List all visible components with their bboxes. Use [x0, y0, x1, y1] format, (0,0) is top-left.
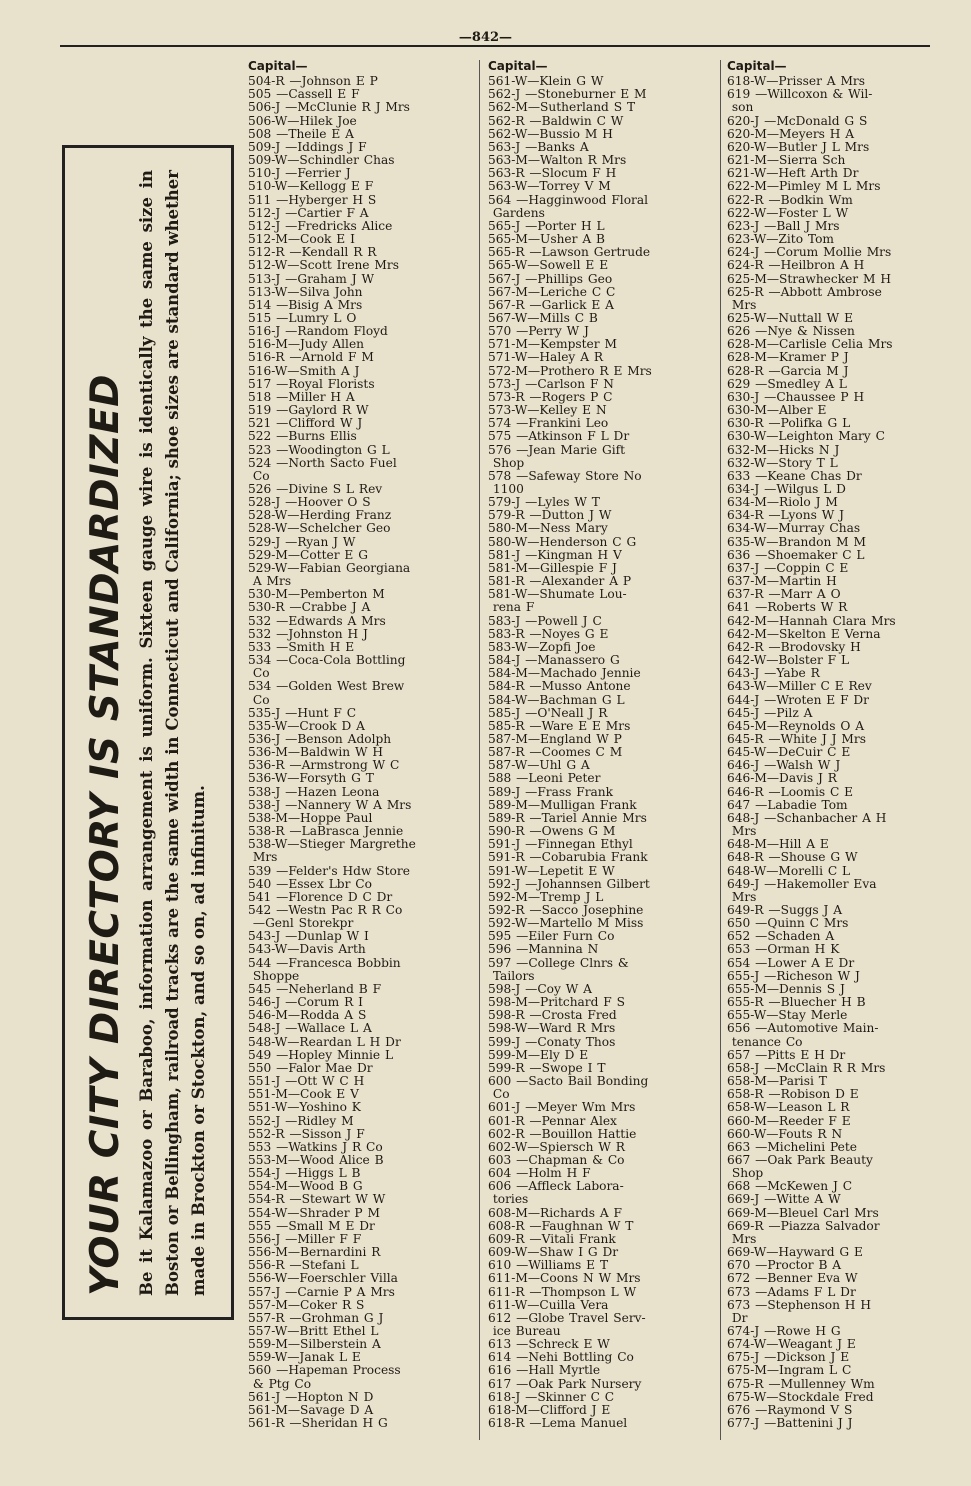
directory-entry: 608-R —Faughnan W T [488, 1218, 634, 1233]
directory-entry: 611-R —Thompson L W [488, 1284, 637, 1299]
directory-entry: 561-J —Hopton N D [248, 1389, 374, 1404]
directory-entry: 675-J —Dickson J E [727, 1350, 850, 1365]
directory-entry: 579-R —Dutton J W [488, 508, 612, 523]
directory-entry: 658-W—Leason L R [727, 1100, 850, 1115]
directory-entry: 611-W—Cuilla Vera [488, 1297, 609, 1312]
directory-entry: 584-R —Musso Antone [488, 679, 631, 694]
directory-column-2 [488, 60, 713, 1460]
directory-entry: 578 —Safeway Store No 1100 [488, 468, 642, 496]
directory-entry: 658-R —Robison D E [727, 1087, 859, 1102]
directory-entry: 632-W—Story T L [727, 455, 838, 470]
directory-entry: 599-M—Ely D E [488, 1047, 589, 1062]
directory-entry: 660-W—Fouts R N [727, 1126, 843, 1141]
directory-entry: 592-R —Sacco Josephine [488, 903, 644, 917]
directory-entry: 599-J —Conaty Thos [488, 1034, 616, 1049]
directory-entry: 585-J —O'Neall J R [488, 705, 608, 720]
directory-entry: 561-R —Sheridan H G [248, 1416, 388, 1431]
directory-entry: 552-J —Ridley M [248, 1113, 354, 1128]
column-header: Capital— [248, 59, 308, 73]
directory-entry: 538-J —Nannery W A Mrs [248, 797, 412, 812]
directory-entry: 596 —Mannina N [488, 942, 599, 957]
column-divider [720, 60, 721, 1440]
directory-entry: 573-J —Carlson F N [488, 376, 614, 391]
directory-entry: 565-R —Lawson Gertrude [488, 245, 651, 260]
directory-entry: 536-R —Armstrong W C [248, 758, 400, 773]
directory-entry: 532 —Johnston H J [248, 626, 368, 641]
directory-column-3 [727, 60, 932, 1460]
directory-entry: 600 —Sacto Bail Bonding Co [488, 1074, 649, 1102]
directory-entry: 554-W—Shrader P M [248, 1205, 380, 1220]
directory-entry: 625-R —Abbott Ambrose Mrs [727, 284, 882, 312]
directory-entry: 513-J —Graham J W [248, 271, 374, 286]
directory-entry: 635-W—Brandon M M [727, 534, 867, 549]
directory-entry: 645-W—DeCuir C E [727, 745, 851, 760]
directory-entry: 673 —Adams F L Dr [727, 1284, 856, 1299]
directory-entry: 648-J —Schanbacher A H Mrs [727, 810, 887, 839]
directory-entry: 649-J —Hakemoller Eva Mrs [727, 876, 877, 904]
directory-entry: 540 —Essex Lbr Co [248, 876, 372, 891]
directory-entry: 556-R —Stefani L [248, 1258, 359, 1273]
directory-entry: 534 —Golden West Brew Co [248, 679, 405, 707]
directory-entry: 536-W—Forsyth G T [248, 771, 374, 786]
directory-entry: 589-J —Frass Frank [488, 784, 614, 799]
directory-entry: 630-W—Leighton Mary C [727, 429, 885, 444]
directory-entry: 674-J —Rowe H G [727, 1324, 841, 1338]
directory-entry: 546-M—Rodda A S [248, 1008, 367, 1023]
directory-entry: 634-J —Wilgus L D [727, 482, 846, 496]
directory-entry: 629 —Smedley A L [727, 376, 847, 391]
directory-entry: 509-J —Iddings J F [248, 139, 367, 154]
directory-entry: 538-M—Hoppe Paul [248, 810, 373, 825]
directory-entry: 512-W—Scott Irene Mrs [248, 258, 399, 273]
directory-entry: 618-R —Lema Manuel [488, 1416, 628, 1431]
directory-entry: 543-J —Dunlap W I [248, 929, 369, 944]
directory-entry: 524 —North Sacto Fuel Co [248, 455, 397, 483]
directory-entry: 655-R —Bluecher H B [727, 995, 866, 1010]
directory-entry: 549 —Hopley Minnie L [248, 1047, 394, 1062]
directory-entry: 646-J —Walsh W J [727, 758, 841, 773]
directory-entry: 562-W—Bussio M H [488, 126, 613, 141]
directory-entry: 590-R —Owens G M [488, 824, 616, 839]
directory-entry: 518 —Miller H A [248, 389, 355, 404]
directory-entry: 647 —Labadie Tom [727, 797, 848, 812]
directory-entry: 602-W—Spiersch W R [488, 1139, 625, 1154]
directory-entry: 573-W—Kelley E N [488, 403, 607, 418]
directory-entry: 567-M—Leriche C C [488, 284, 616, 299]
directory-entry: 587-M—England W P [488, 731, 622, 746]
directory-entry: 534 —Coca-Cola Bottling Co [248, 653, 406, 681]
page-number: —842— [458, 30, 513, 45]
directory-entry: 620-J —McDonald G S [727, 113, 868, 128]
directory-entry: 654 —Lower A E Dr [727, 955, 855, 970]
directory-entry: 644-J —Wroten E F Dr [727, 692, 870, 707]
directory-entry: 645-J —Pilz A [727, 705, 813, 720]
directory-entry: 630-R —Polifka G L [727, 416, 851, 431]
advertisement-box [62, 145, 234, 1320]
directory-entry: 561-M—Savage D A [248, 1402, 374, 1417]
directory-entry: 508 —Theile E A [248, 126, 354, 141]
directory-entry: 545 —Neherland B F [248, 981, 382, 996]
directory-entry: 624-J —Corum Mollie Mrs [727, 245, 892, 260]
directory-entry: 581-R —Alexander A P [488, 574, 632, 589]
directory-entry: 542 —Westn Pac R R Co —Genl Storekpr [248, 903, 403, 931]
directory-entry: 673 —Stephenson H H Dr [727, 1297, 871, 1325]
directory-entry: 557-J —Carnie P A Mrs [248, 1284, 395, 1299]
directory-entry: 598-W—Ward R Mrs [488, 1021, 616, 1036]
directory-entry: 675-W—Stockdale Fred [727, 1389, 874, 1404]
directory-entry: 622-W—Foster L W [727, 205, 849, 220]
directory-entry: 623-J —Ball J Mrs [727, 218, 840, 233]
directory-entry: 550 —Falor Mae Dr [248, 1060, 373, 1075]
directory-entry: 581-W—Shumate Lou- rena F [488, 587, 627, 615]
directory-column-1 [248, 60, 473, 1460]
directory-entry: 650 —Quinn C Mrs [727, 916, 849, 931]
directory-entry: 633 —Keane Chas Dr [727, 468, 862, 483]
directory-entry: 637-M—Martin H [727, 574, 837, 589]
directory-entry: 642-M—Skelton E Verna [727, 626, 881, 641]
directory-entry: 669-W—Hayward G E [727, 1245, 863, 1260]
directory-entry: 621-M—Sierra Sch [727, 153, 846, 168]
directory-entry: 523 —Woodington G L [248, 442, 390, 457]
directory-entry: 656 —Automotive Main- tenance Co [727, 1021, 879, 1049]
directory-entry: 554-J —Higgs L B [248, 1166, 361, 1181]
directory-entry: 529-J —Ryan J W [248, 534, 356, 549]
directory-entry: 626 —Nye & Nissen [727, 324, 855, 339]
directory-entry: 580-W—Henderson C G [488, 534, 637, 549]
directory-entry: 657 —Pitts E H Dr [727, 1047, 846, 1062]
directory-entry: 634-R —Lyons W J [727, 508, 844, 523]
directory-entry: 567-R —Garlick E A [488, 297, 614, 312]
directory-entry: 538-W—Stieger Margrethe Mrs [248, 837, 416, 865]
directory-entry: 601-R —Pennar Alex [488, 1113, 617, 1128]
directory-entry: 641 —Roberts W R [727, 600, 848, 615]
directory-entry: 583-W—Zopfi Joe [488, 639, 596, 654]
directory-entry: 512-J —Cartier F A [248, 205, 369, 220]
directory-entry: 553-M—Wood Alice B [248, 1152, 384, 1167]
directory-entry: 536-J —Benson Adolph [248, 731, 392, 746]
directory-entry: 529-W—Fabian Georgiana A Mrs [248, 560, 411, 589]
directory-entry: 511 —Hyberger H S [248, 192, 377, 207]
directory-entry: 512-R —Kendall R R [248, 245, 377, 260]
directory-entry: 669-J —Witte A W [727, 1192, 841, 1207]
directory-entry: 674-W—Weagant J E [727, 1337, 856, 1352]
directory-entry: 571-M—Kempster M [488, 337, 617, 352]
directory-entry: 603 —Chapman & Co [488, 1152, 625, 1167]
directory-entry: 551-W—Yoshino K [248, 1100, 361, 1115]
directory-entry: 562-M—Sutherland S T [488, 100, 636, 115]
directory-entry: 668 —McKewen J C [727, 1179, 853, 1194]
directory-entry: 655-J —Richeson W J [727, 968, 860, 983]
directory-entry: 548-W—Reardan L H Dr [248, 1034, 401, 1049]
directory-entry: 530-M—Pemberton M [248, 587, 385, 602]
directory-entry: 625-M—Strawhecker M H [727, 271, 891, 286]
directory-entry: 584-W—Bachman G L [488, 692, 625, 707]
directory-entry: 515 —Lumry L O [248, 310, 357, 325]
directory-entry: 584-M—Machado Jennie [488, 666, 641, 681]
directory-entry: 516-W—Smith A J [248, 363, 360, 378]
directory-entry: 579-J —Lyles W T [488, 495, 600, 510]
directory-entry: 617 —Oak Park Nursery [488, 1376, 642, 1391]
directory-entry: 648-W—Morelli C L [727, 863, 851, 878]
directory-entry: 628-R —Garcia M J [727, 363, 849, 378]
directory-entry: 544 —Francesca Bobbin Shoppe [248, 955, 401, 983]
directory-entry: 588 —Leoni Peter [488, 771, 601, 786]
directory-entry: 516-J —Random Floyd [248, 324, 388, 339]
directory-entry: 529-M—Cotter E G [248, 547, 368, 562]
directory-entry: 557-R —Grohman G J [248, 1310, 384, 1325]
directory-entry: 612 —Globe Travel Serv- ice Bureau [488, 1310, 646, 1338]
directory-entry: 585-R —Ware E E Mrs [488, 718, 631, 733]
directory-entry: 573-R —Rogers P C [488, 389, 613, 404]
directory-entry: 574 —Frankini Leo [488, 416, 609, 431]
directory-entry: 519 —Gaylord R W [248, 403, 369, 418]
directory-entry: 560 —Hapeman Process & Ptg Co [248, 1363, 401, 1391]
directory-entry: 559-M—Silberstein A [248, 1337, 381, 1352]
directory-entry: 609-W—Shaw I G Dr [488, 1245, 619, 1260]
directory-entry: 584-J —Manassero G [488, 653, 620, 668]
directory-entry: 562-J —Stoneburner E M [488, 87, 647, 102]
directory-entry: 563-J —Banks A [488, 139, 589, 154]
directory-entry: 551-M—Cook E V [248, 1087, 359, 1102]
directory-entry: 610 —Williams E T [488, 1258, 609, 1273]
directory-entry: 598-R —Crosta Fred [488, 1008, 617, 1023]
directory-entry: 620-W—Butler J L Mrs [727, 139, 870, 154]
directory-entry: 505 —Cassell E F [248, 87, 360, 102]
directory-entry: 557-M—Coker R S [248, 1297, 365, 1312]
advertisement-body: Be it Kalamazoo or Baraboo, information arrangement is uniform. Sixteen gauge wire is identically the same size in Boston or Bellingham, railroad tracks are the same width in Connecticut and California; shoe sizes are standard whether made in Brockton or Stockton, and so on, ad infinitum. [137, 169, 208, 1296]
directory-entry: 535-W—Crook D A [248, 718, 365, 733]
directory-entry: 512-J —Fredricks Alice [248, 218, 393, 233]
directory-entry: 567-W—Mills C B [488, 310, 598, 325]
directory-entry: 589-R —Tariel Annie Mrs [488, 810, 647, 825]
directory-entry: 602-R —Bouillon Hattie [488, 1126, 637, 1141]
directory-entry: 658-J —McClain R R Mrs [727, 1060, 886, 1075]
directory-entry: 548-J —Wallace L A [248, 1021, 372, 1036]
directory-entry: 677-J —Battenini J J [727, 1416, 853, 1431]
directory-entry: 506-W—Hilek Joe [248, 113, 357, 128]
directory-entry: 556-W—Foerschler Villa [248, 1271, 398, 1286]
directory-entry: 642-M—Hannah Clara Mrs [727, 613, 896, 628]
directory-entry: 535-J —Hunt F C [248, 705, 357, 720]
directory-entry: 676 —Raymond V S [727, 1402, 853, 1417]
directory-entry: 510-W—Kellogg E F [248, 179, 374, 194]
directory-entry: 630-J —Chaussee P H [727, 389, 865, 404]
directory-entry: 557-W—Britt Ethel L [248, 1324, 379, 1338]
directory-entry: 516-R —Arnold F M [248, 350, 374, 365]
directory-entry: 636 —Shoemaker C L [727, 547, 865, 562]
directory-entry: 561-W—Klein G W [488, 74, 604, 89]
directory-entry: 649-R —Suggs J A [727, 903, 843, 917]
directory-entry: 583-J —Powell J C [488, 613, 602, 628]
directory-entry: 512-M—Cook E I [248, 232, 355, 247]
directory-entry: 604 —Holm H F [488, 1166, 591, 1181]
directory-entry: 563-W—Torrey V M [488, 179, 611, 194]
directory-entry: 562-R —Baldwin C W [488, 113, 624, 128]
directory-entry: 618-M—Clifford J E [488, 1402, 611, 1417]
directory-entry: 660-M—Reeder F E [727, 1113, 851, 1128]
directory-entry: 643-W—Miller C E Rev [727, 679, 872, 694]
directory-entry: 655-M—Dennis S J [727, 981, 845, 996]
directory-entry: 625-W—Nuttall W E [727, 310, 853, 325]
directory-entry: 642-W—Bolster F L [727, 653, 850, 668]
directory-entry: 663 —Michelini Pete [727, 1139, 857, 1154]
directory-entry: 528-J —Hoover O S [248, 495, 371, 510]
directory-entry: 514 —Bisig A Mrs [248, 297, 363, 312]
directory-entry: 592-M—Tremp J L [488, 889, 604, 904]
directory-entry: 572-M—Prothero R E Mrs [488, 363, 652, 378]
directory-entry: 555 —Small M E Dr [248, 1218, 375, 1233]
directory-entry: 643-J —Yabe R [727, 666, 820, 681]
directory-entry: 538-R —LaBrasca Jennie [248, 824, 404, 839]
directory-entry: 543-W—Davis Arth [248, 942, 366, 957]
column-divider [479, 60, 480, 1440]
directory-entry: 570 —Perry W J [488, 324, 589, 339]
directory-entry: 642-R —Brodovsky H [727, 639, 861, 654]
column-header: Capital— [488, 59, 548, 73]
directory-entry: 601-J —Meyer Wm Mrs [488, 1100, 636, 1115]
directory-entry: 591-R —Cobarubia Frank [488, 850, 648, 865]
directory-entry: 553 —Watkins J R Co [248, 1139, 383, 1154]
directory-entry: 616 —Hall Myrtle [488, 1363, 601, 1378]
directory-entry: 583-R —Noyes G E [488, 626, 609, 641]
directory-entry: 624-R —Heilbron A H [727, 258, 865, 273]
directory-entry: 571-W—Haley A R [488, 350, 604, 365]
directory-entry: 599-R —Swope I T [488, 1060, 606, 1075]
directory-entry: 597 —College Clnrs & Tailors [488, 955, 629, 983]
directory-entry: 645-M—Reynolds O A [727, 718, 865, 733]
directory-entry: 646-R —Loomis C E [727, 784, 854, 799]
directory-entry: 552-R —Sisson J F [248, 1126, 365, 1141]
directory-entry: 611-M—Coons N W Mrs [488, 1271, 641, 1286]
directory-entry: 528-W—Schelcher Geo [248, 521, 391, 536]
directory-entry: 575 —Atkinson F L Dr [488, 429, 630, 444]
directory-entry: 506-J —McClunie R J Mrs [248, 100, 410, 115]
directory-entry: 646-M—Davis J R [727, 771, 837, 786]
directory-entry: 526 —Divine S L Rev [248, 482, 383, 496]
directory-entry: 581-J —Kingman H V [488, 547, 622, 562]
directory-entry: 546-J —Corum R I [248, 995, 363, 1010]
directory-entry: 598-J —Coy W A [488, 981, 592, 996]
directory-entry: 637-R —Marr A O [727, 587, 841, 602]
directory-entry: 522 —Burns Ellis [248, 429, 357, 444]
directory-entry: 670 —Proctor B A [727, 1258, 842, 1273]
advertisement-content [68, 158, 228, 1308]
directory-entry: 591-W—Lepetit E W [488, 863, 615, 878]
directory-entry: 587-R —Coomes C M [488, 745, 623, 760]
directory-entry: 563-M—Walton R Mrs [488, 153, 627, 168]
directory-entry: 653 —Orman H K [727, 942, 840, 957]
directory-entry: 620-M—Meyers H A [727, 126, 855, 141]
directory-entry: 623-W—Zito Tom [727, 232, 834, 247]
directory-entry: 608-M—Richards A F [488, 1205, 622, 1220]
directory-entry: 598-M—Pritchard F S [488, 995, 625, 1010]
directory-entry: 541 —Florence D C Dr [248, 889, 393, 904]
directory-entry: 622-M—Pimley M L Mrs [727, 179, 881, 194]
directory-entry: 565-M—Usher A B [488, 232, 605, 247]
directory-entry: 669-R —Piazza Salvador Mrs [727, 1218, 880, 1246]
directory-entry: 675-M—Ingram L C [727, 1363, 852, 1378]
directory-entry: 581-M—Gillespie F J [488, 560, 617, 575]
directory-entry: 648-M—Hill A E [727, 837, 829, 852]
directory-entry: 559-W—Janak L E [248, 1350, 361, 1365]
directory-entry: 530-R —Crabbe J A [248, 600, 371, 615]
directory-entry: 634-W—Murray Chas [727, 521, 861, 536]
directory-entry: 632-M—Hicks N J [727, 442, 840, 457]
directory-entry: 564 —Hagginwood Floral Gardens [488, 192, 649, 220]
directory-entry: 563-R —Slocum F H [488, 166, 617, 181]
directory-entry: 556-M—Bernardini R [248, 1245, 381, 1260]
directory-entry: 672 —Benner Eva W [727, 1271, 858, 1286]
directory-entry: 532 —Edwards A Mrs [248, 613, 386, 628]
directory-entry: 628-M—Carlisle Celia Mrs [727, 337, 893, 352]
directory-entry: 509-W—Schindler Chas [248, 153, 395, 168]
directory-entry: 536-M—Baldwin W H [248, 745, 384, 760]
directory-entry: 576 —Jean Marie Gift Shop [488, 442, 626, 470]
directory-entry: 606 —Affleck Labora- tories [488, 1179, 624, 1207]
directory-entry: 504-R —Johnson E P [248, 74, 378, 89]
directory-entry: 510-J —Ferrier J [248, 166, 351, 181]
directory-entry: 658-M—Parisi T [727, 1074, 827, 1089]
directory-entry: 516-M—Judy Allen [248, 337, 365, 352]
directory-entry: 655-W—Stay Merle [727, 1008, 848, 1023]
directory-entry: 595 —Eiler Furn Co [488, 929, 615, 944]
directory-entry: 621-W—Heft Arth Dr [727, 166, 859, 181]
directory-entry: 533 —Smith H E [248, 639, 355, 654]
directory-entry: 652 —Schaden A [727, 929, 835, 944]
directory-entry: 622-R —Bodkin Wm [727, 192, 853, 207]
directory-entry: 592-W—Martello M Miss [488, 916, 644, 931]
directory-entry: 580-M—Ness Mary [488, 521, 608, 536]
directory-entry: 630-M—Alber E [727, 403, 827, 418]
directory-entry: 667 —Oak Park Beauty Shop [727, 1152, 873, 1181]
directory-entry: 521 —Clifford W J [248, 416, 363, 431]
directory-entry: 565-J —Porter H L [488, 218, 605, 233]
directory-entry: 675-R —Mullenney Wm [727, 1376, 875, 1391]
directory-entry: 628-M—Kramer P J [727, 350, 849, 365]
directory-entry: 619 —Willcoxon & Wil- son [727, 87, 873, 115]
directory-entry: 648-R —Shouse G W [727, 850, 858, 865]
directory-entry: 589-M—Mulligan Frank [488, 797, 637, 812]
directory-entry: 618-J —Skinner C C [488, 1389, 615, 1404]
directory-entry: 539 —Felder's Hdw Store [248, 863, 410, 878]
directory-entry: 554-M—Wood B G [248, 1179, 363, 1194]
directory-entry: 592-J —Johannsen Gilbert [488, 876, 650, 891]
directory-entry: 637-J —Coppin C E [727, 560, 849, 575]
directory-entry: 551-J —Ott W C H [248, 1074, 365, 1089]
directory-entry: 538-J —Hazen Leona [248, 784, 380, 799]
directory-entry: 613 —Schreck E W [488, 1337, 610, 1352]
directory-entry: 634-M—Riolo J M [727, 495, 838, 510]
directory-entry: 556-J —Miller F F [248, 1231, 362, 1246]
directory-entry: 614 —Nehi Bottling Co [488, 1350, 634, 1365]
directory-entry: 587-W—Uhl G A [488, 758, 590, 773]
directory-entry: 618-W—Prisser A Mrs [727, 74, 866, 89]
directory-entry: 517 —Royal Florists [248, 376, 375, 391]
directory-entry: 645-R —White J J Mrs [727, 731, 866, 746]
header-rule [60, 45, 930, 47]
advertisement-heading: YOUR CITY DIRECTORY IS STANDARDIZED [83, 373, 128, 1296]
directory-entry: 513-W—Silva John [248, 284, 363, 299]
directory-entry: 554-R —Stewart W W [248, 1192, 386, 1207]
directory-entry: 528-W—Herding Franz [248, 508, 392, 523]
directory-entry: 609-R —Vitali Frank [488, 1231, 616, 1246]
directory-entry: 567-J —Phillips Geo [488, 271, 613, 286]
directory-entry: 565-W—Sowell E E [488, 258, 609, 273]
directory-entry: 669-M—Bleuel Carl Mrs [727, 1205, 879, 1220]
column-header: Capital— [727, 59, 787, 73]
directory-entry: 591-J —Finnegan Ethyl [488, 837, 633, 852]
